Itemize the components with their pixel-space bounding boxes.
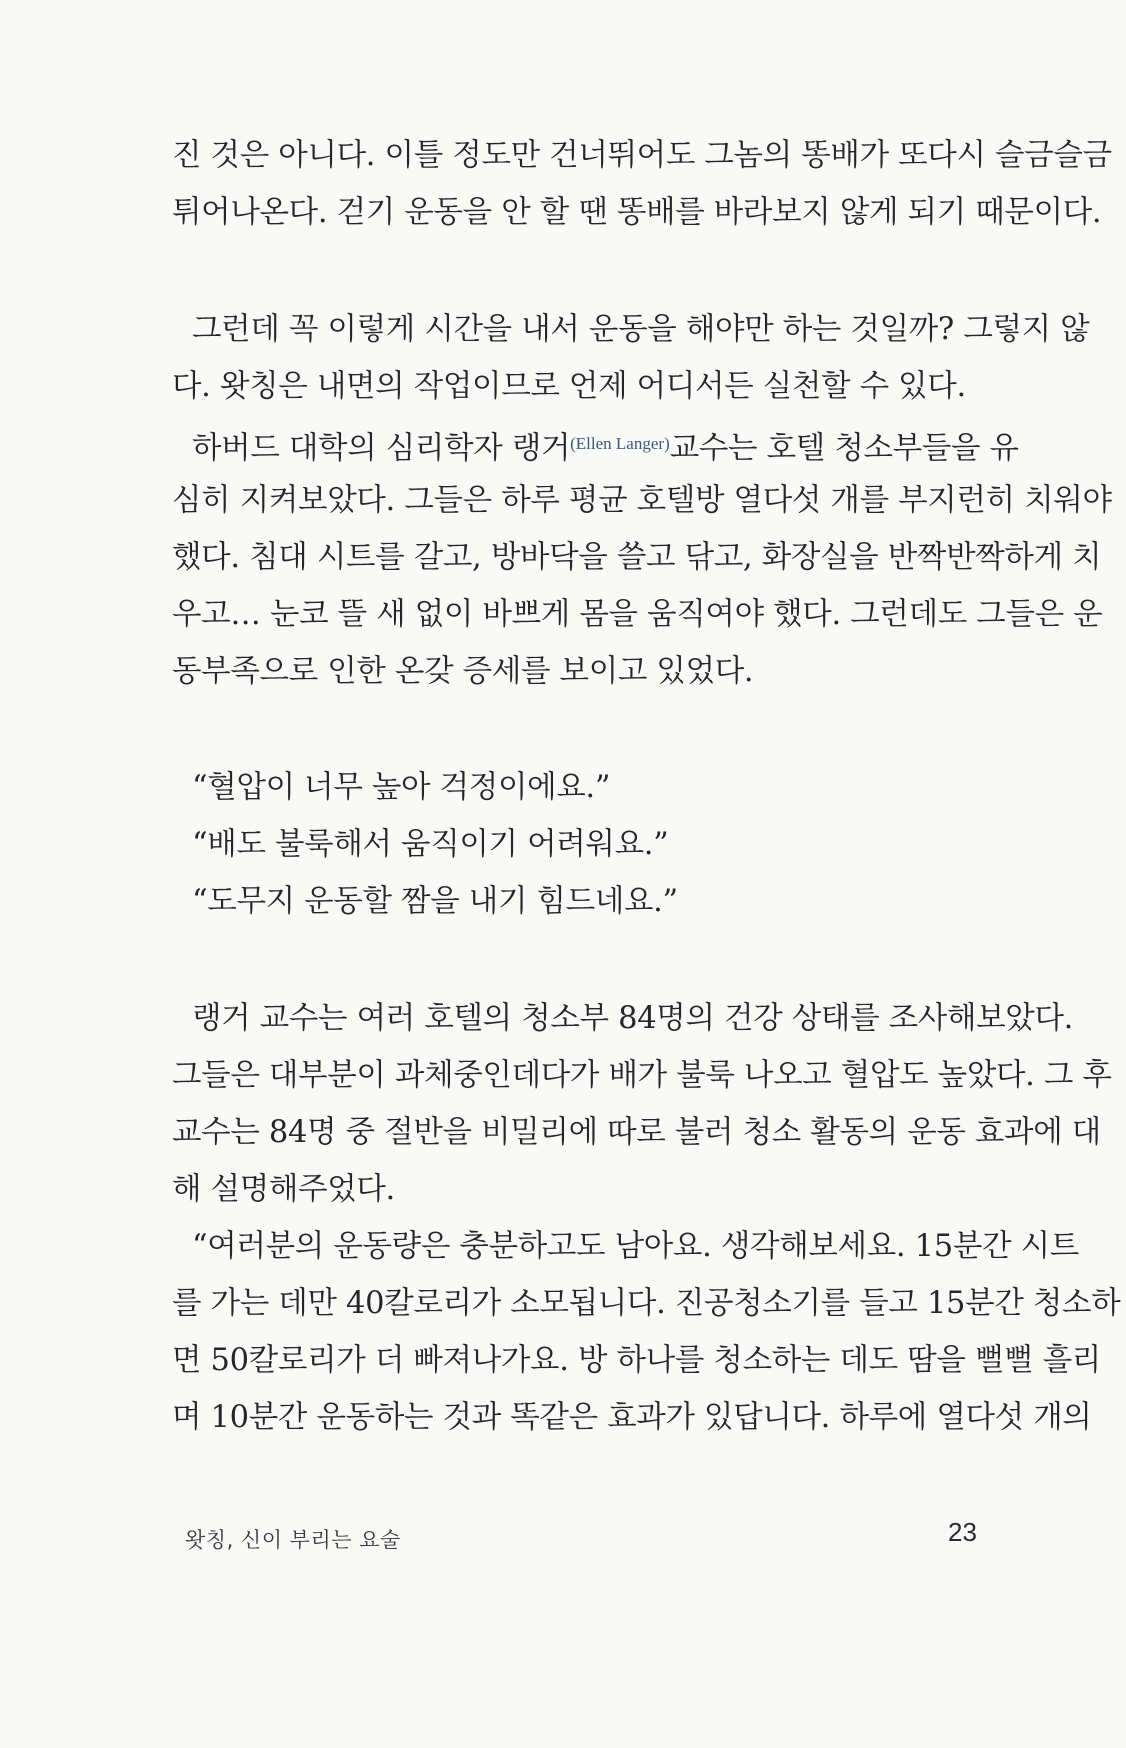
quote-line: “혈압이 너무 높아 걱정이에요.” [192, 770, 611, 805]
text-segment: 하버드 대학의 심리학자 랭거 [192, 431, 571, 466]
text-line: 그들은 대부분이 과체중인데다가 배가 불룩 나오고 혈압도 높았다. 그 후 [172, 1058, 1112, 1093]
text-line: 며 10분간 운동하는 것과 똑같은 효과가 있답니다. 하루에 열다섯 개의 [172, 1400, 1092, 1435]
running-footer-title: 왓칭, 신이 부리는 요술 [185, 1528, 401, 1552]
text-segment: 교수는 호텔 청소부들을 유 [669, 431, 1019, 466]
text-line: 그런데 꼭 이렇게 시간을 내서 운동을 해야만 하는 것일까? 그렇지 않 [192, 312, 1090, 347]
quote-line: “도무지 운동할 짬을 내기 힘드네요.” [192, 884, 678, 919]
text-line: 를 가는 데만 40칼로리가 소모됩니다. 진공청소기를 들고 15분간 청소하 [172, 1286, 1121, 1321]
quote-line: “배도 불룩해서 움직이기 어려워요.” [192, 827, 669, 862]
text-line: 심히 지켜보았다. 그들은 하루 평균 호텔방 열다섯 개를 부지런히 치워야 [172, 483, 1112, 518]
text-line: 튀어나온다. 걷기 운동을 안 할 땐 똥배를 바라보지 않게 되기 때문이다. [172, 195, 1102, 230]
page-number: 23 [948, 1517, 977, 1547]
text-line: 동부족으로 인한 온갖 증세를 보이고 있었다. [172, 654, 754, 689]
text-line: 다. 왓칭은 내면의 작업이므로 언제 어디서든 실천할 수 있다. [172, 369, 966, 404]
text-line: 면 50칼로리가 더 빠져나가요. 방 하나를 청소하는 데도 땀을 뻘뻘 흘리 [172, 1343, 1101, 1378]
text-line: 우고… 눈코 뜰 새 없이 바쁘게 몸을 움직여야 했다. 그런데도 그들은 운 [172, 597, 1103, 632]
text-line: 했다. 침대 시트를 갈고, 방바닥을 쓸고 닦고, 화장실을 반짝반짝하게 치 [172, 540, 1102, 575]
text-line: “여러분의 운동량은 충분하고도 남아요. 생각해보세요. 15분간 시트 [192, 1229, 1079, 1264]
text-line: 진 것은 아니다. 이틀 정도만 건너뛰어도 그놈의 똥배가 또다시 슬금슬금 [172, 138, 1112, 173]
text-line: 해 설명해주었다. [172, 1172, 395, 1207]
english-name-note: (Ellen Langer) [570, 434, 670, 453]
text-line-with-name [192, 424, 1019, 469]
text-line: 랭거 교수는 여러 호텔의 청소부 84명의 건강 상태를 조사해보았다. [192, 1001, 1074, 1036]
text-line: 교수는 84명 중 절반을 비밀리에 따로 불러 청소 활동의 운동 효과에 대 [172, 1115, 1101, 1150]
